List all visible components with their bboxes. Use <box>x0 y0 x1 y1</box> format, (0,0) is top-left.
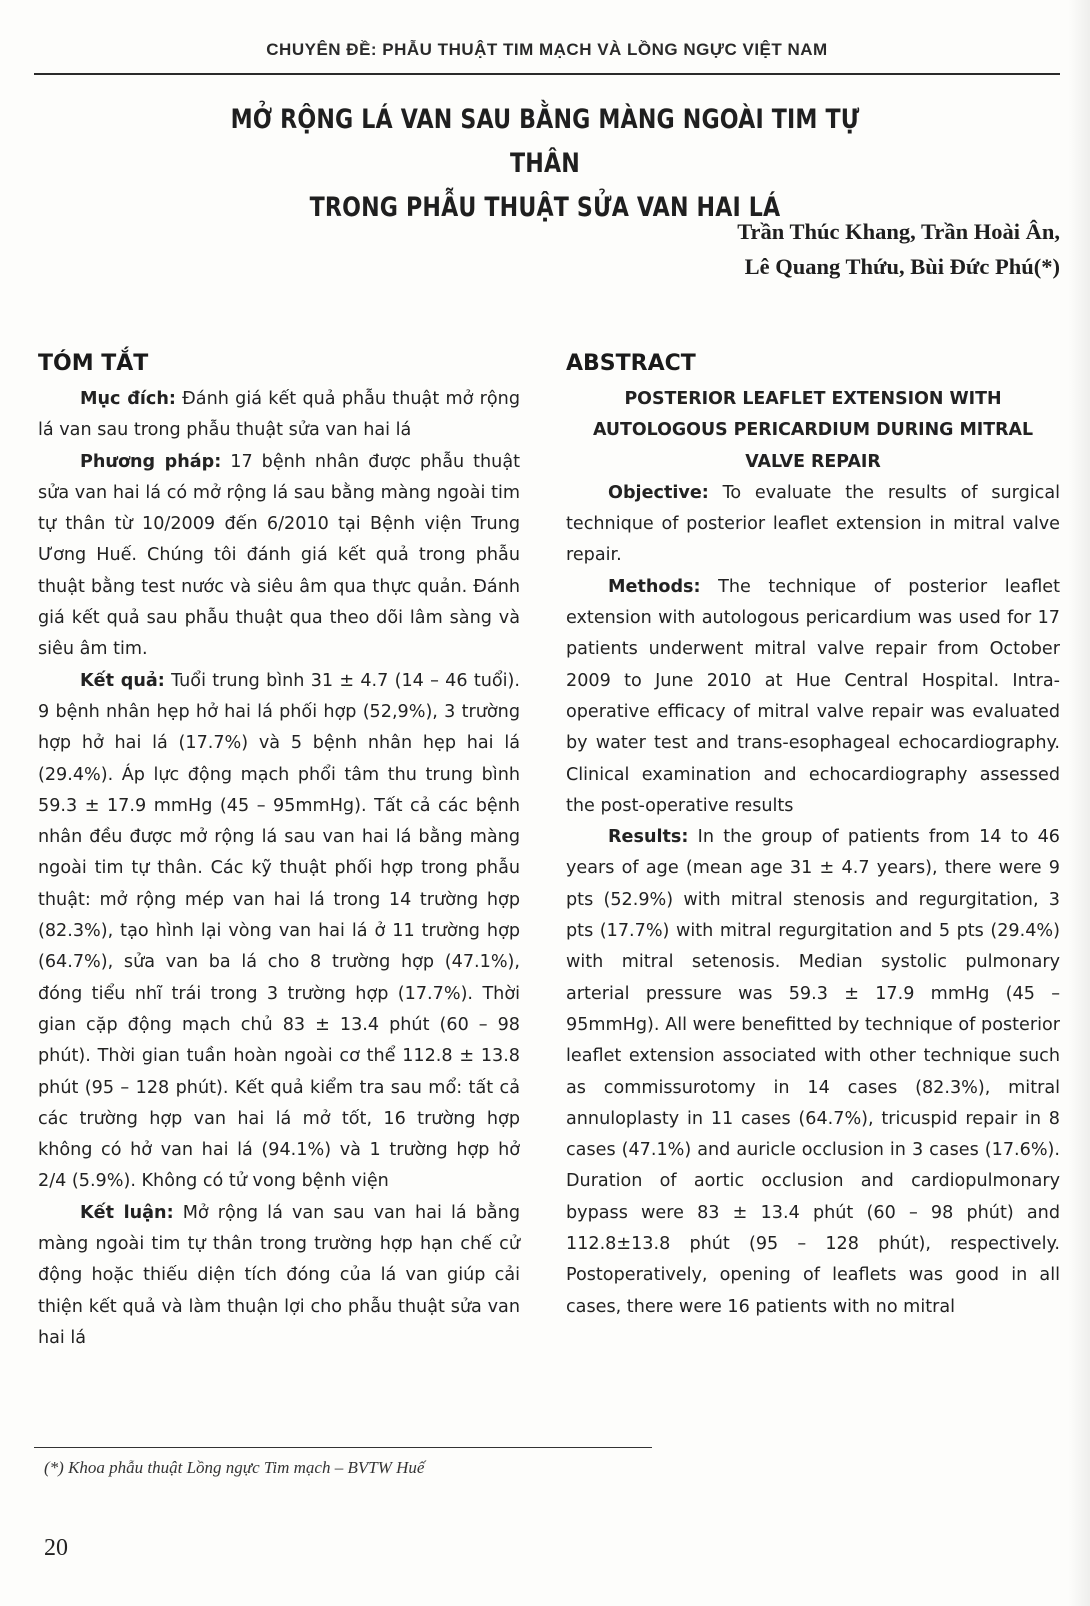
objective-text-en: To evaluate the results of surgical technique of posterior leaflet extension in mitral valve repair. <box>566 482 1060 566</box>
results-label: Kết quả: <box>80 670 165 691</box>
footnote: (*) Khoa phẫu thuật Lồng ngực Tim mạch – BVTW Huế <box>44 1458 425 1477</box>
header-divider <box>34 73 1060 75</box>
abstract-subtitle-line-1: POSTERIOR LEAFLET EXTENSION WITH <box>624 389 1002 409</box>
abstract-objective <box>566 478 1060 572</box>
abstract-subtitle <box>566 384 1060 478</box>
footnote-divider <box>34 1447 652 1448</box>
abstract-heading: ABSTRACT <box>566 351 696 376</box>
results-text: Tuổi trung bình 31 ± 4.7 (14 – 46 tuổi). 9 bệnh nhân hẹp hở hai lá phối hợp (52,9%), 3 trường hợp hở hai lá (17.7%) và 5 bệnh nhân hẹp hai lá (29.4%). Áp lực động mạch phổi tâm thu trung bình 59.3 ± 17.9 mmHg (45 – 95mmHg). Tất cả các bệnh nhân đều được mở rộng lá sau van hai lá bằng màng ngoài tim tự thân. Các kỹ thuật phối hợp trong phẫu thuật: mở rộng mép van hai lá trong 14 trường hợp (82.3%), tạo hình lại vòng van hai lá ở 11 trường hợp (64.7%), sửa van ba lá cho 8 trường hợp (47.1%), đóng tiểu nhĩ trái trong 3 trường hợp (17.7%). Thời gian cặp động mạch chủ 83 ± 13.4 phút (60 – 98 phút). Thời gian tuần hoàn ngoài cơ thể 112.8 ± 13.8 phút (95 – 128 phút). Kết quả kiểm tra sau mổ: tất cả các trường hợp van hai lá mở tốt, 16 trường hợp không có hở van hai lá (94.1%) và 1 trường hợp hở 2/4 (5.9%). Không có tử vong bệnh viện <box>38 670 520 1192</box>
author-list <box>460 214 1060 284</box>
page-number: 20 <box>44 1535 68 1561</box>
authors-line-1: Trần Thúc Khang, Trần Hoài Ân, <box>737 219 1060 244</box>
results-text-en: In the group of patients from 14 to 46 years of age (mean age 31 ± 4.7 years), there were 9 pts (52.9%) with mitral stenosis and regurgitation, 3 pts (17.7%) with mitral regurgitation and 5 pts (29.4%) with mitral setenosis. Median systolic pulmonary arterial pressure was 59.3 ± 17.9 mmHg (45 – 95mmHg). All were benefitted by technique of posterior leaflet extension associated with other technique such as commissurotomy in 14 cases (82.3%), mitral annuloplasty in 11 cases (64.7%), tricuspid repair in 8 cases (47.1%) and auricle occlusion in 3 cases (17.6%). Duration of aortic occlusion and cardiopulmonary bypass were 83 ± 13.4 phút (60 – 98 phút) and 112.8±13.8 phút (95 – 128 phút), respectively. Postoperatively, opening of leaflets was good in all cases, there were 16 patients with no mitral <box>566 827 1060 1317</box>
summary-column-vi <box>38 346 520 1354</box>
methods-label: Phương pháp: <box>80 451 222 472</box>
abstract-methods <box>566 572 1060 822</box>
authors-line-2: Lê Quang Thứu, Bùi Đức Phú(*) <box>744 254 1060 279</box>
page-edge-shadow <box>1068 0 1090 1606</box>
objective-label: Mục đích: <box>80 389 176 409</box>
methods-label-en: Methods: <box>608 576 701 597</box>
article-title-line-1: MỞ RỘNG LÁ VAN SAU BẰNG MÀNG NGOÀI TIM TỰ THÂN <box>230 104 860 179</box>
results-label-en: Results: <box>608 827 689 848</box>
abstract-results <box>566 822 1060 1323</box>
conclusion-label: Kết luận: <box>80 1202 174 1223</box>
summary-heading: TÓM TẮT <box>38 351 149 376</box>
article-title <box>197 98 894 230</box>
summary-conclusion <box>38 1198 520 1354</box>
abstract-subtitle-line-3: VALVE REPAIR <box>745 451 881 472</box>
objective-label-en: Objective: <box>608 482 709 503</box>
summary-results <box>38 666 520 1198</box>
objective-text: Đánh giá kết quả phẫu thuật mở rộng lá van sau trong phẫu thuật sửa van hai lá <box>38 389 521 441</box>
abstract-subtitle-line-2: AUTOLOGOUS PERICARDIUM DURING MITRAL <box>592 420 1034 441</box>
conclusion-text: Mở rộng lá van sau van hai lá bằng màng ngoài tim tự thân trong trường hợp hạn chế cử động hoặc thiếu diện tích đóng của lá van giúp cải thiện kết quả và làm thuận lợi cho phẫu thuật sửa van hai lá <box>38 1202 520 1348</box>
summary-methods <box>38 447 520 666</box>
running-header: CHUYÊN ĐỀ: PHẪU THUẬT TIM MẠCH VÀ LỒNG NGỰC VIỆT NAM <box>266 40 828 59</box>
abstract-column-en <box>566 346 1060 1323</box>
methods-text: 17 bệnh nhân được phẫu thuật sửa van hai lá có mở rộng lá sau bằng màng ngoài tim tự thân từ 10/2009 đến 6/2010 tại Bệnh viện Trung Ương Huế. Chúng tôi đánh giá kết quả trong phẫu thuật bằng test nước và siêu âm qua thực quản. Đánh giá kết quả sau phẫu thuật qua theo dõi lâm sàng và siêu âm tim. <box>38 451 520 660</box>
article-title-line-2: TRONG PHẪU THUẬT SỬA VAN HAI LÁ <box>309 192 781 223</box>
summary-objective <box>38 384 520 447</box>
methods-text-en: The technique of posterior leaflet extension with autologous pericardium was used for 17 patients underwent mitral valve repair from October 2009 to June 2010 at Hue Central Hospital. Intra-operative efficacy of mitral valve repair was evaluated by water test and trans-esophageal echocardiography. Clinical examination and echocardiography assessed the post-operative results <box>566 576 1060 816</box>
